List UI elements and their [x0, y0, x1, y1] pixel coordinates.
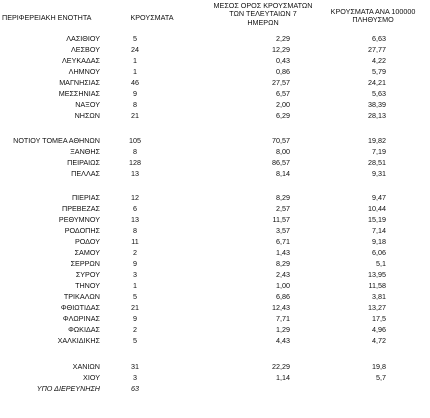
region-name: ΜΑΓΝΗΣΙΑΣ — [59, 78, 100, 87]
cases-per-100000-value: 13,27 — [368, 303, 386, 312]
cases-value: 8 — [133, 226, 137, 235]
seven-day-average-value: 2,00 — [276, 100, 290, 109]
cases-value: 2 — [133, 325, 137, 334]
cases-value: 9 — [133, 89, 137, 98]
seven-day-average-value: 8,00 — [276, 147, 290, 156]
region-name: ΠΕΛΛΑΣ — [71, 169, 100, 178]
seven-day-average-value: 2,29 — [276, 34, 290, 43]
cases-value: 6 — [133, 204, 137, 213]
seven-day-average-value: 12,29 — [272, 45, 290, 54]
seven-day-average-value: 3,57 — [276, 226, 290, 235]
region-name: ΛΗΜΝΟΥ — [68, 67, 100, 76]
table-row — [0, 270, 430, 279]
cases-value: 24 — [131, 45, 139, 54]
cases-per-100000-value: 9,47 — [372, 193, 386, 202]
cases-per-100000-value: 7,14 — [372, 226, 386, 235]
table-row — [0, 226, 430, 235]
table-row — [0, 100, 430, 109]
cases-value: 1 — [133, 56, 137, 65]
cases-per-100000-value: 24,21 — [368, 78, 386, 87]
cases-per-100000-value: 9,18 — [372, 237, 386, 246]
header-7day-average-line1: ΜΕΣΟΣ ΟΡΟΣ ΚΡΟΥΣΜΑΤΩΝ — [213, 1, 313, 10]
seven-day-average-value: 7,71 — [276, 314, 290, 323]
seven-day-average-value: 0,86 — [276, 67, 290, 76]
cases-per-100000-value: 5,7 — [376, 373, 386, 382]
table-row — [0, 89, 430, 98]
header-7day-average-line3: ΗΜΕΡΩΝ — [247, 17, 279, 27]
cases-per-100000-value: 28,51 — [368, 158, 386, 167]
cases-per-100000-value: 13,95 — [368, 270, 386, 279]
table-row — [0, 34, 430, 43]
cases-per-100000-value: 4,72 — [372, 336, 386, 345]
cases-value: 3 — [133, 373, 137, 382]
seven-day-average-value: 6,29 — [276, 111, 290, 120]
cases-per-100000-value: 11,58 — [368, 281, 386, 290]
seven-day-average-value: 6,71 — [276, 237, 290, 246]
region-name: ΣΥΡΟΥ — [75, 270, 100, 279]
table-row — [0, 56, 430, 65]
seven-day-average-value: 8,29 — [276, 259, 290, 268]
cases-value: 8 — [133, 147, 137, 156]
cases-per-100000-value: 19,82 — [368, 136, 386, 145]
table-row — [0, 373, 430, 382]
header-cases-per-100000-line2: ΠΛΗΘΥΣΜΟ — [352, 15, 394, 25]
cases-per-100000-value: 17,5 — [372, 314, 386, 323]
region-name: ΧΑΛΚΙΔΙΚΗΣ — [57, 336, 100, 345]
cases-value: 1 — [133, 67, 137, 76]
table-row — [0, 281, 430, 290]
cases-value: 9 — [133, 314, 137, 323]
table-row — [0, 248, 430, 257]
table-row — [0, 292, 430, 301]
region-name: ΧΙΟΥ — [83, 373, 100, 382]
cases-value: 21 — [131, 111, 139, 120]
cases-value: 13 — [131, 169, 139, 178]
region-name: ΡΕΘΥΜΝΟΥ — [58, 215, 100, 224]
header-7day-average — [208, 2, 318, 27]
table-row — [0, 325, 430, 334]
region-name: ΧΑΝΙΩΝ — [72, 362, 100, 371]
cases-per-100000-value: 27,77 — [368, 45, 386, 54]
region-name: ΤΗΝΟΥ — [75, 281, 100, 290]
cases-per-100000-value: 5,79 — [372, 67, 386, 76]
table-row — [0, 204, 430, 213]
region-name: ΝΟΤΙΟΥ ΤΟΜΕΑ ΑΘΗΝΩΝ — [13, 136, 100, 145]
cases-value: 63 — [131, 384, 139, 393]
cases-value: 2 — [133, 248, 137, 257]
cases-per-100000-value: 3,81 — [372, 292, 386, 301]
seven-day-average-value: 12,43 — [272, 303, 290, 312]
cases-value: 21 — [131, 303, 139, 312]
cases-value: 128 — [129, 158, 141, 167]
table-row — [0, 384, 430, 393]
cases-value: 9 — [133, 259, 137, 268]
cases-per-100000-value: 6,63 — [372, 34, 386, 43]
seven-day-average-value: 6,86 — [276, 292, 290, 301]
region-name: ΝΑΞΟΥ — [75, 100, 100, 109]
cases-per-100000-value: 7,19 — [372, 147, 386, 156]
header-cases-per-100000-line1: ΚΡΟΥΣΜΑΤΑ ΑΝΑ 100000 — [330, 7, 416, 16]
region-name: ΞΑΝΘΗΣ — [70, 147, 100, 156]
cases-per-100000-value: 38,39 — [368, 100, 386, 109]
cases-per-100000-value: 19,8 — [372, 362, 386, 371]
cases-per-100000-value: 4,22 — [372, 56, 386, 65]
cases-value: 1 — [133, 281, 137, 290]
header-cases-per-100000 — [318, 8, 428, 25]
region-name: ΡΟΔΟΥ — [74, 237, 100, 246]
cases-value: 3 — [133, 270, 137, 279]
table-row — [0, 336, 430, 345]
region-name: ΛΕΣΒΟΥ — [71, 45, 100, 54]
region-name: ΛΑΣΙΘΙΟΥ — [66, 34, 100, 43]
table-row — [0, 136, 430, 145]
region-name: ΥΠΟ ΔΙΕΡΕΥΝΗΣΗ — [36, 384, 100, 393]
cases-per-100000-value: 15,19 — [368, 215, 386, 224]
cases-value: 105 — [129, 136, 141, 145]
table-row — [0, 362, 430, 371]
table-row — [0, 78, 430, 87]
region-name: ΦΛΩΡΙΝΑΣ — [62, 314, 100, 323]
cases-value: 5 — [133, 292, 137, 301]
seven-day-average-value: 1,00 — [276, 281, 290, 290]
region-name: ΠΕΙΡΑΙΩΣ — [67, 158, 100, 167]
table-row — [0, 237, 430, 246]
cases-value: 46 — [131, 78, 139, 87]
cases-per-100000-value: 5,63 — [372, 89, 386, 98]
seven-day-average-value: 27,57 — [272, 78, 290, 87]
header-regional-unit: ΠΕΡΙΦΕΡΕΙΑΚΗ ΕΝΟΤΗΤΑ — [2, 13, 92, 22]
table-row — [0, 169, 430, 178]
region-name: ΜΕΣΣΗΝΙΑΣ — [58, 89, 100, 98]
seven-day-average-value: 1,29 — [276, 325, 290, 334]
seven-day-average-value: 70,57 — [272, 136, 290, 145]
seven-day-average-value: 6,57 — [276, 89, 290, 98]
table-row — [0, 215, 430, 224]
seven-day-average-value: 2,43 — [276, 270, 290, 279]
cases-value: 12 — [131, 193, 139, 202]
seven-day-average-value: 22,29 — [272, 362, 290, 371]
seven-day-average-value: 1,14 — [276, 373, 290, 382]
table-row — [0, 147, 430, 156]
region-name: ΠΡΕΒΕΖΑΣ — [62, 204, 100, 213]
seven-day-average-value: 0,43 — [276, 56, 290, 65]
cases-per-100000-value: 5,1 — [376, 259, 386, 268]
cases-per-100000-value: 4,96 — [372, 325, 386, 334]
region-name: ΡΟΔΟΠΗΣ — [64, 226, 100, 235]
seven-day-average-value: 11,57 — [272, 215, 290, 224]
cases-value: 11 — [131, 237, 139, 246]
table-row — [0, 111, 430, 120]
region-name: ΦΘΙΩΤΙΔΑΣ — [60, 303, 100, 312]
region-name: ΝΗΣΩΝ — [74, 111, 100, 120]
cases-value: 8 — [133, 100, 137, 109]
region-name: ΤΡΙΚΑΛΩΝ — [63, 292, 100, 301]
table-row — [0, 259, 430, 268]
region-name: ΠΙΕΡΙΑΣ — [71, 193, 100, 202]
seven-day-average-value: 1,43 — [276, 248, 290, 257]
seven-day-average-value: 4,43 — [276, 336, 290, 345]
cases-value: 31 — [131, 362, 139, 371]
region-name: ΛΕΥΚΑΔΑΣ — [61, 56, 100, 65]
cases-per-100000-value: 10,44 — [368, 204, 386, 213]
cases-per-100000-value: 6,06 — [372, 248, 386, 257]
seven-day-average-value: 2,57 — [276, 204, 290, 213]
region-name: ΦΩΚΙΔΑΣ — [68, 325, 100, 334]
cases-value: 13 — [131, 215, 139, 224]
table-row — [0, 193, 430, 202]
table-row — [0, 45, 430, 54]
seven-day-average-value: 8,29 — [276, 193, 290, 202]
header-cases: ΚΡΟΥΣΜΑΤΑ — [130, 13, 174, 22]
cases-value: 5 — [133, 34, 137, 43]
table-row — [0, 303, 430, 312]
table-row — [0, 314, 430, 323]
region-name: ΣΑΜΟΥ — [74, 248, 100, 257]
region-name: ΣΕΡΡΩΝ — [70, 259, 100, 268]
table-row — [0, 158, 430, 167]
table-row — [0, 67, 430, 76]
seven-day-average-value: 8,14 — [276, 169, 290, 178]
cases-per-100000-value: 28,13 — [368, 111, 386, 120]
header-7day-average-line2: ΤΩΝ ΤΕΛΕΥΤΑΙΩΝ 7 — [229, 9, 297, 19]
seven-day-average-value: 86,57 — [272, 158, 290, 167]
cases-value: 5 — [133, 336, 137, 345]
cases-per-100000-value: 9,31 — [372, 169, 386, 178]
